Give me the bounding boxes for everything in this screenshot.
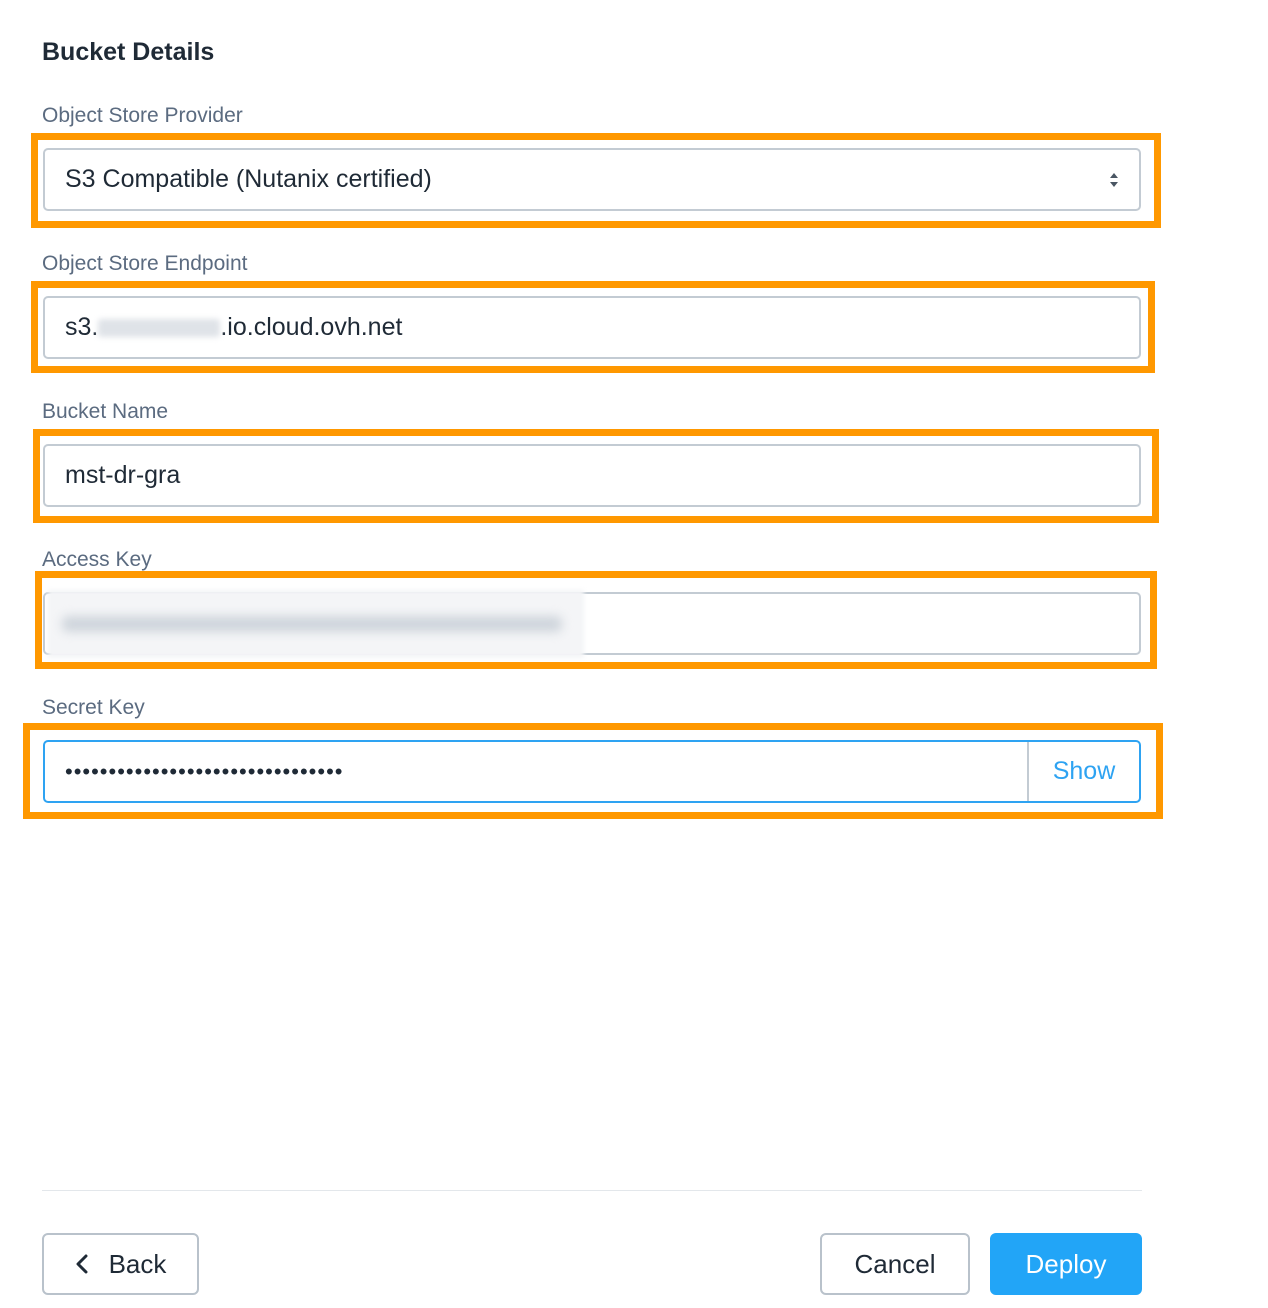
access-key-label: Access Key	[42, 548, 152, 571]
bucket-name-value: mst-dr-gra	[65, 461, 181, 489]
back-button[interactable]	[42, 1233, 199, 1295]
back-button-label: Back	[108, 1248, 167, 1279]
endpoint-value-suffix: .io.cloud.ovh.net	[220, 313, 403, 341]
endpoint-redacted	[98, 319, 220, 337]
secret-key-label: Secret Key	[42, 696, 145, 719]
provider-label: Object Store Provider	[42, 104, 243, 127]
bucket-name-input[interactable]	[43, 444, 1141, 507]
footer-divider	[42, 1190, 1142, 1191]
deploy-button[interactable]: Deploy	[990, 1233, 1142, 1295]
select-caret-icon	[1109, 171, 1119, 189]
provider-select[interactable]	[43, 148, 1141, 211]
endpoint-input[interactable]	[43, 296, 1141, 359]
chevron-left-icon	[75, 1254, 89, 1274]
endpoint-label: Object Store Endpoint	[42, 252, 248, 275]
endpoint-value-prefix: s3.	[65, 313, 99, 341]
cancel-button[interactable]: Cancel	[820, 1233, 970, 1295]
bucket-name-label: Bucket Name	[42, 400, 169, 423]
section-title: Bucket Details	[42, 38, 215, 66]
secret-key-input[interactable]: ••••••••••••••••••••••••••••••••	[65, 758, 344, 784]
provider-select-value: S3 Compatible (Nutanix certified)	[65, 165, 432, 193]
secret-key-field	[43, 740, 1141, 803]
show-secret-button[interactable]: Show	[1027, 742, 1139, 801]
access-key-redacted-text	[62, 616, 562, 632]
